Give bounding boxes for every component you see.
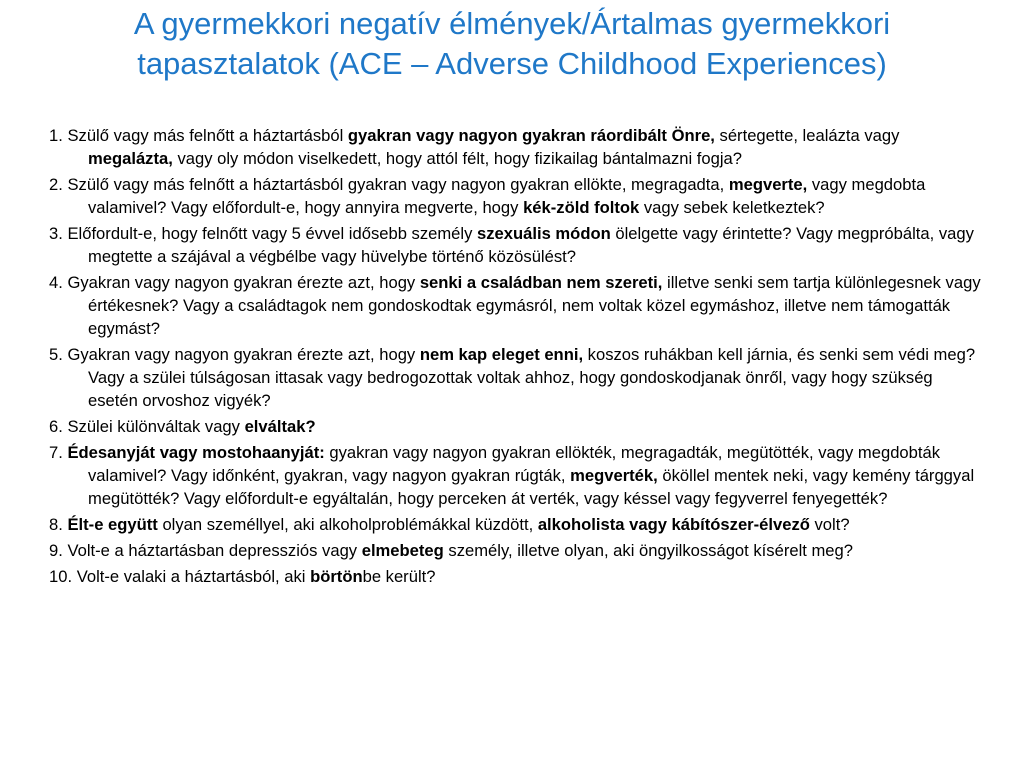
question-emphasis: megverték, (570, 466, 658, 485)
question-text: ölelgette vagy érintette? Vagy megpróbálta, vagy megtette a szájával a végbélbe vagy hüvelybe történő közösülést? (88, 224, 974, 266)
question-number: 1. (49, 126, 63, 145)
question-text: Előfordult-e, hogy felnőtt vagy 5 évvel idősebb személy (67, 224, 478, 243)
question-number: 2. (49, 175, 63, 194)
question-emphasis: elváltak? (244, 417, 316, 436)
question-text: vagy sebek keletkeztek? (639, 198, 825, 217)
question-text: volt? (809, 515, 850, 534)
question-text: Szülő vagy más felnőtt a háztartásból gyakran vagy nagyon gyakran ellökte, megragadta, (67, 175, 729, 194)
question-text: Volt-e a háztartásban depressziós vagy (67, 541, 362, 560)
question-item (49, 222, 984, 268)
question-text: ököllel mentek neki, vagy kemény tárggyal megütötték? Vagy előfordult-e egyáltalán, hogy perceken át verték, vagy késsel vagy fegyverrel fenyegették? (88, 466, 975, 508)
question-item (49, 343, 984, 412)
question-item (49, 513, 984, 536)
question-number: 8. (49, 515, 63, 534)
question-number: 6. (49, 417, 63, 436)
question-text: koszos ruhákban kell járnia, és senki sem védi meg? Vagy a szülei túlságosan ittasak vagy bedrogozottak voltak ahhoz, hogy gondoskodjanak önről, vagy hogy szükség esetén orvoshoz vigyék? (88, 345, 976, 410)
question-emphasis: megalázta, (88, 149, 173, 168)
question-item (49, 539, 984, 562)
question-text: személy, illetve olyan, aki öngyilkosságot kísérelt meg? (443, 541, 853, 560)
title-line-1: A gyermekkori negatív élmények/Ártalmas gyermekkori (133, 6, 891, 41)
question-emphasis: senki a családban nem szereti, (419, 273, 663, 292)
question-emphasis: szexuális módon (477, 224, 611, 243)
question-text: be került? (362, 567, 436, 586)
question-item (49, 124, 984, 170)
question-number: 4. (49, 273, 63, 292)
question-list (49, 124, 984, 591)
question-item (49, 415, 984, 438)
question-text: Volt-e valaki a háztartásból, aki (76, 567, 311, 586)
question-text: Szülő vagy más felnőtt a háztartásból (67, 126, 348, 145)
question-emphasis: megverte, (728, 175, 808, 194)
question-number: 10. (49, 567, 73, 586)
question-text: vagy megdobta valamivel? Vagy előfordult-e, hogy annyira megverte, hogy (88, 175, 926, 217)
question-text: Gyakran vagy nagyon gyakran érezte azt, hogy (67, 345, 420, 364)
question-number: 3. (49, 224, 63, 243)
question-emphasis: elmebeteg (361, 541, 444, 560)
question-text: vagy oly módon viselkedett, hogy attól félt, hogy fizikailag bántalmazni fogja? (172, 149, 742, 168)
question-item (49, 271, 984, 340)
slide-title (40, 4, 984, 84)
question-emphasis: Édesanyját vagy mostohaanyját: (67, 443, 325, 462)
question-number: 9. (49, 541, 63, 560)
question-emphasis: gyakran vagy nagyon gyakran ráordibált Önre, (347, 126, 715, 145)
question-number: 5. (49, 345, 63, 364)
question-emphasis: Élt-e együtt (67, 515, 158, 534)
question-emphasis: nem kap eleget enni, (419, 345, 584, 364)
question-text: illetve senki sem tartja különlegesnek vagy értékesnek? Vagy a családtagok nem gondoskodtak egymásról, nem voltak közel egymáshoz, illetve nem támogatták egymást? (88, 273, 981, 338)
question-emphasis: kék-zöld foltok (523, 198, 640, 217)
question-emphasis: börtön (310, 567, 363, 586)
question-item (49, 441, 984, 510)
question-text: sértegette, lealázta vagy (714, 126, 900, 145)
question-text: olyan személlyel, aki alkoholproblémákkal küzdött, (157, 515, 538, 534)
question-text: Szülei különváltak vagy (67, 417, 245, 436)
title-line-2: tapasztalatok (ACE – Adverse Childhood Experiences) (137, 46, 887, 81)
question-text: Gyakran vagy nagyon gyakran érezte azt, hogy (67, 273, 420, 292)
question-emphasis: alkoholista vagy kábítószer-élvező (537, 515, 810, 534)
question-item (49, 565, 984, 588)
question-number: 7. (49, 443, 63, 462)
question-text: gyakran vagy nagyon gyakran ellökték, megragadták, megütötték, vagy megdobták valamivel? Vagy időnként, gyakran, vagy nagyon gyakran rúgták, (88, 443, 941, 485)
question-item (49, 173, 984, 219)
